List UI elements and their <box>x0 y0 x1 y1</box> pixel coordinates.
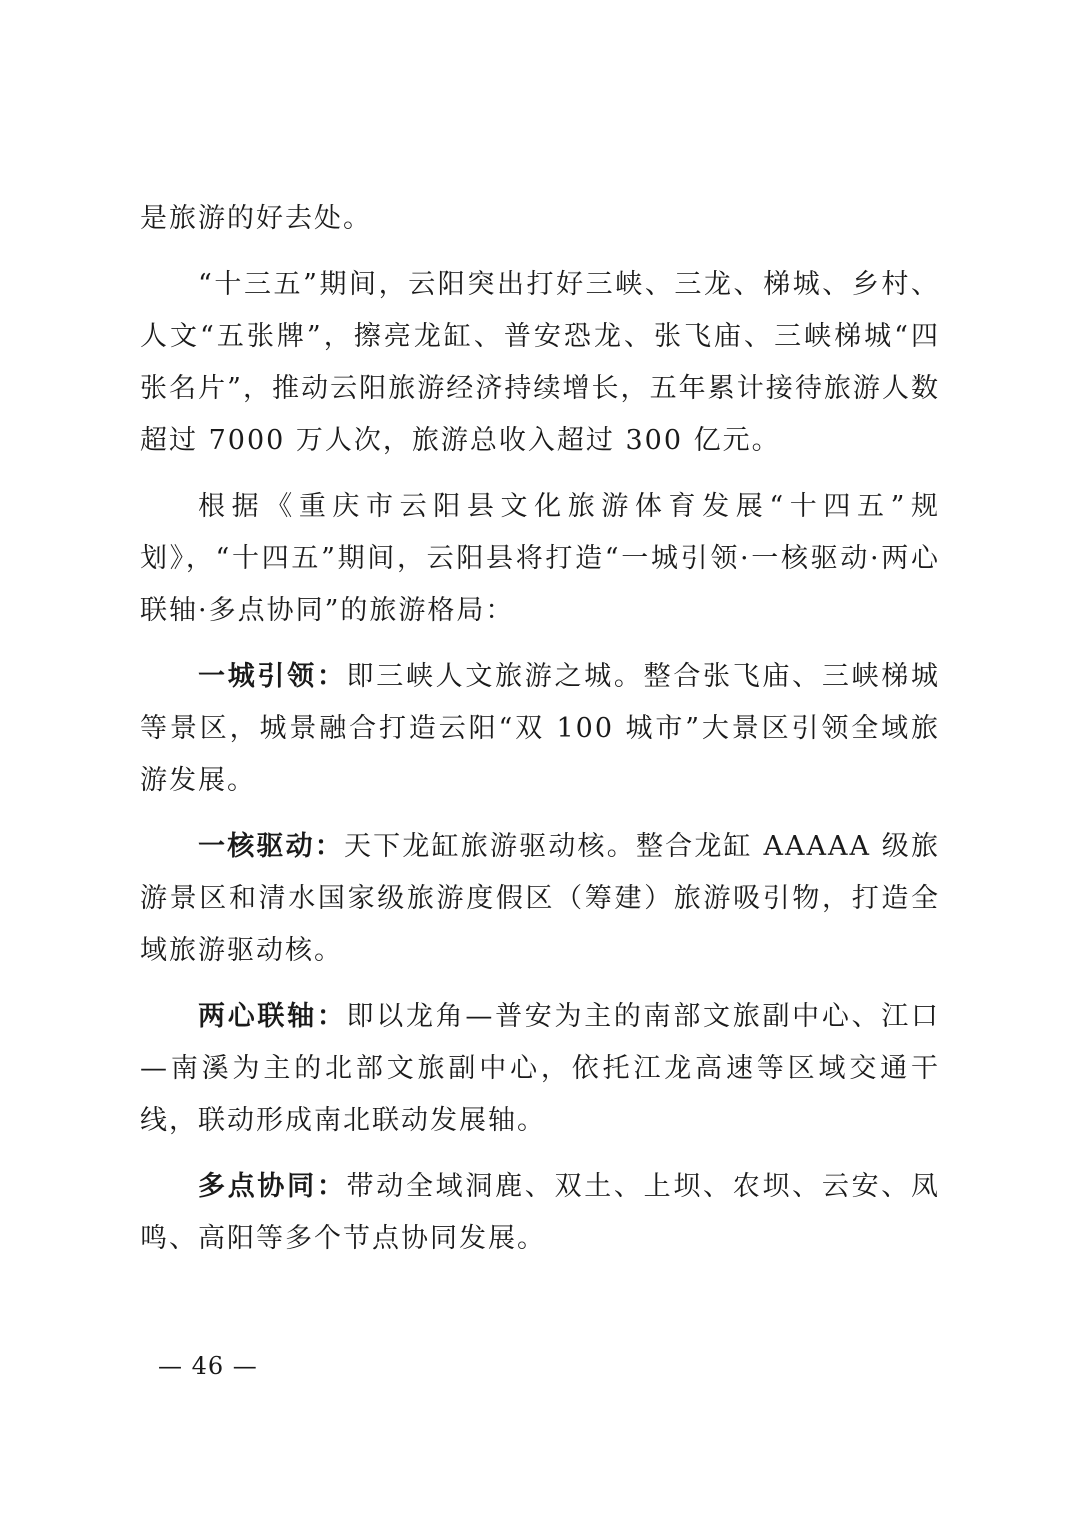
paragraph <box>140 651 940 807</box>
page-number: — 46 — <box>158 1352 258 1380</box>
paragraph <box>140 1161 940 1265</box>
paragraph <box>140 259 940 467</box>
paragraph-lead: 一核驱动： <box>198 831 344 862</box>
paragraph <box>140 193 940 245</box>
paragraph-lead: 一城引领： <box>198 661 347 692</box>
paragraph-text: 天下龙缸旅游驱动核。整合龙缸 AAAAA 级旅游景区和清水国家级旅游度假区（筹建）旅游吸引物，打造全域旅游驱动核。 <box>140 831 940 966</box>
paragraph <box>140 821 940 977</box>
paragraph <box>140 991 940 1147</box>
paragraph-text: 即以龙角—普安为主的南部文旅副中心、江口—南溪为主的北部文旅副中心，依托江龙高速等区域交通干线，联动形成南北联动发展轴。 <box>140 1001 941 1136</box>
paragraph-text: 带动全域洞鹿、双土、上坝、农坝、云安、凤鸣、高阳等多个节点协同发展。 <box>140 1171 941 1254</box>
paragraph-lead: 两心联轴： <box>198 1001 347 1032</box>
paragraph-text: 是旅游的好去处。 <box>140 203 372 234</box>
paragraph-text: “十三五”期间，云阳突出打好三峡、三龙、梯城、乡村、人文“五张牌”，擦亮龙缸、普安恐龙、张飞庙、三峡梯城“四张名片”，推动云阳旅游经济持续增长，五年累计接待旅游人数超过 7000 万人次，旅游总收入超过 300 亿元。 <box>140 269 940 456</box>
paragraph-text: 即三峡人文旅游之城。整合张飞庙、三峡梯城等景区，城景融合打造云阳“双 100 城市”大景区引领全域旅游发展。 <box>140 661 941 796</box>
paragraph <box>140 481 940 637</box>
paragraph-text: 根据《重庆市云阳县文化旅游体育发展“十四五”规划》，“十四五”期间，云阳县将打造“一城引领·一核驱动·两心联轴·多点协同”的旅游格局： <box>140 491 940 626</box>
document-body <box>140 193 940 1279</box>
paragraph-lead: 多点协同： <box>198 1171 347 1202</box>
